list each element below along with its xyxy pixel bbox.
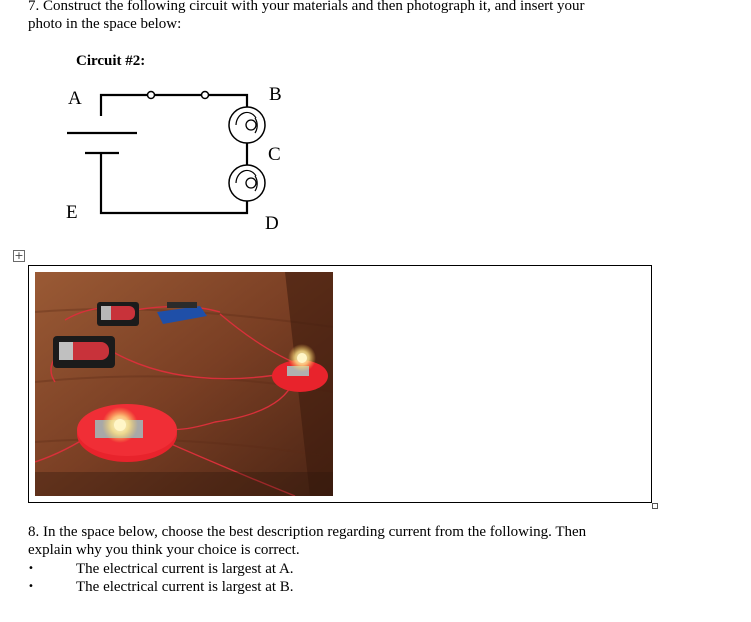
circuit-bottom-wire	[101, 153, 247, 213]
battery-holder-1	[97, 302, 139, 326]
bulb-2-icon	[229, 165, 265, 201]
label-a: A	[68, 88, 82, 109]
bullet-icon: •	[28, 581, 34, 592]
answer-option-text: The electrical current is largest at A.	[76, 561, 294, 577]
label-e: E	[66, 202, 78, 223]
question-8-line-2: explain why you think your choice is correct.	[28, 542, 300, 558]
question-8-line-1: 8. In the space below, choose the best description regarding current from the following. Then	[28, 524, 587, 540]
switch-terminal-left	[148, 92, 155, 99]
answer-option-text: The electrical current is largest at B.	[76, 579, 294, 595]
question-7-text	[28, 0, 728, 33]
question-7-line-2: photo in the space below:	[28, 16, 182, 32]
table-resize-handle[interactable]	[652, 503, 658, 509]
battery-holder-2	[53, 336, 115, 368]
label-c: C	[268, 144, 281, 165]
question-7-line-1: 7. Construct the following circuit with your materials and then photograph it, and insert your	[28, 0, 585, 14]
circuit-top-wire	[101, 95, 247, 116]
label-d: D	[265, 213, 279, 234]
circuit-photo	[35, 272, 333, 496]
circuit-title: Circuit #2:	[76, 53, 146, 69]
bullet-icon: •	[28, 563, 34, 574]
label-b: B	[269, 84, 282, 105]
photo-table-cell[interactable]	[28, 265, 652, 503]
bulb-1-icon	[229, 107, 265, 143]
circuit-diagram	[55, 78, 305, 238]
switch-terminal-right	[202, 92, 209, 99]
table-move-handle-icon[interactable]: +	[14, 249, 24, 262]
question-8-text	[28, 523, 728, 559]
